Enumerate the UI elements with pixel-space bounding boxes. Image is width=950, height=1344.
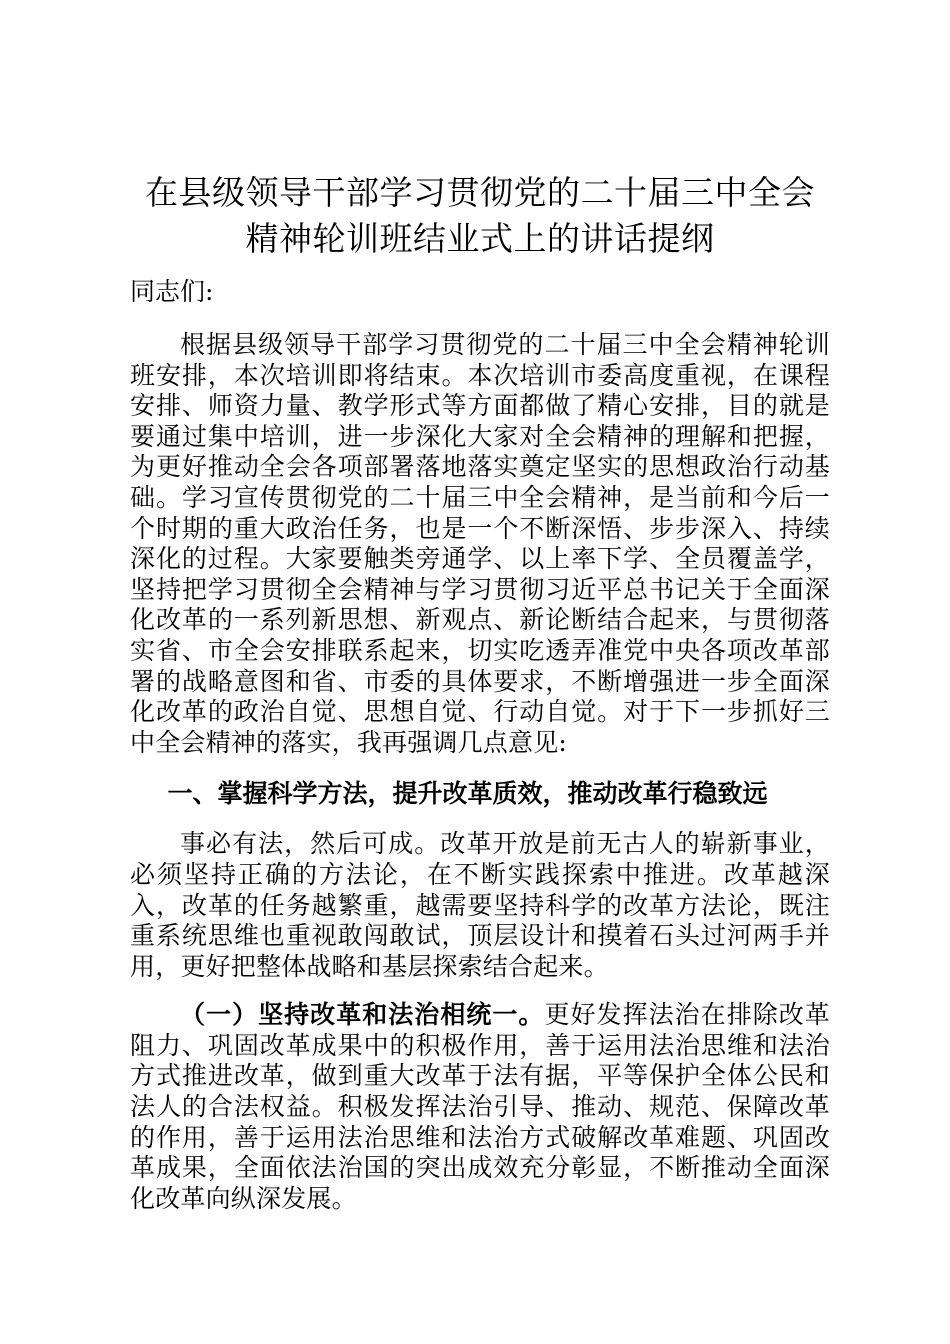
subsection-1-paragraph [130, 1000, 830, 1214]
title-line-1: 在县级领导干部学习贯彻党的二十届三中全会 [145, 173, 815, 212]
salutation: 同志们: [130, 277, 214, 306]
subsection-1-title: （一）坚持改革和法治相统一。 [180, 1000, 545, 1030]
title-line-2: 精神轮训班结业式上的讲话提纲 [245, 219, 715, 258]
subsection-1-body: 更好发挥法治在排除改革阻力、巩固改革成果中的积极作用，善于运用法治思维和法治方式推进改革，做到重大改革于法有据，平等保护全体公民和法人的合法权益。积极发挥法治引导、推动、规范、保障改革的作用，善于运用法治思维和法治方式破解改革难题、巩固改革成果，全面依法治国的突出成效充分彰显，不断推动全面深化改革向纵深发展。 [130, 1000, 830, 1213]
section-1-heading: 一、掌握科学方法，提升改革质效，推动改革行稳致远 [167, 779, 768, 809]
intro-paragraph: 根据县级领导干部学习贯彻党的二十届三中全会精神轮训班安排，本次培训即将结束。本次培训市委高度重视，在课程安排、师资力量、教学形式等方面都做了精心安排，目的就是要通过集中培训，进一步深化大家对全会精神的理解和把握，为更好推动全会各项部署落地落实奠定坚实的思想政治行动基础。学习宣传贯彻党的二十届三中全会精神，是当前和今后一个时期的重大政治任务，也是一个不断深悟、步步深入、持续深化的过程。大家要触类旁通学、以上率下学、全员覆盖学，坚持把学习贯彻全会精神与学习贯彻习近平总书记关于全面深化改革的一系列新思想、新观点、新论断结合起来，与贯彻落实省、市全会安排联系起来，切实吃透弄准党中央各项改革部署的战略意图和省、市委的具体要求，不断增强进一步全面深化改革的政治自觉、思想自觉、行动自觉。对于下一步抓好三中全会精神的落实，我再强调几点意见: [130, 330, 830, 757]
document-page [130, 170, 830, 1214]
document-title [130, 170, 830, 262]
section-1-paragraph: 事必有法，然后可成。改革开放是前无古人的崭新事业，必须坚持正确的方法论，在不断实践探索中推进。改革越深入，改革的任务越繁重，越需要坚持科学的改革方法论，既注重系统思维也重视敢闯敢试，顶层设计和摸着石头过河两手并用，更好把整体战略和基层探索结合起来。 [130, 829, 830, 981]
